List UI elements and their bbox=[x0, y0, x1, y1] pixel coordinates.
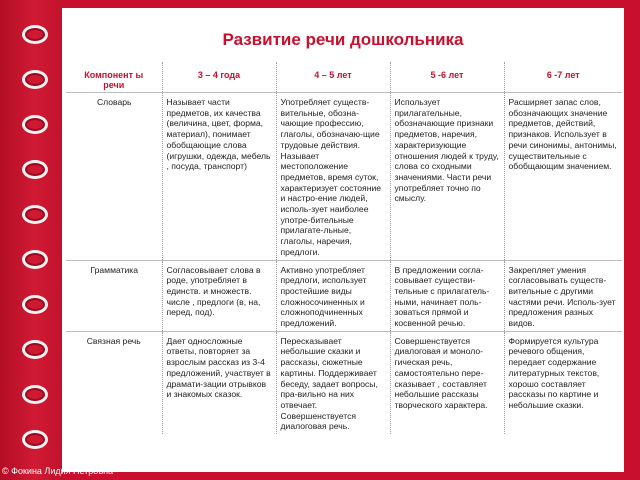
speech-development-table bbox=[66, 62, 622, 434]
table-cell: Использует прилагательные, обозначающие признаки предметов, наречия, характеризующие отношения людей к труду, слова со сходными значениями. Части речи употребляет точно по смыслу. bbox=[390, 93, 504, 261]
header-components: Компонент ы речи bbox=[84, 70, 144, 90]
table-cell: Пересказывает небольшие сказки и рассказы, сюжетные картины. Поддерживает беседу, задает вопросы, пра-вильно на них отвечает. Совершенствуется диалоговая речь. bbox=[276, 331, 390, 434]
copyright-text: © Фокина Лидия Петровна bbox=[2, 466, 114, 476]
table-cell: В предложении согла-совывает существи-тельные с прилагатель-ными, начинает поль-зоваться прямой и косвенной речью. bbox=[390, 260, 504, 331]
table-cell: Совершенствуется диалоговая и моноло-гическая речь, самостоятельно пере-сказывает , составляет небольшие рассказы творческого характера. bbox=[390, 331, 504, 434]
table-cell: Формируется культура речевого общения, передает содержание литературных текстов, хорошо составляет рассказы по картине и небольшие сказки. bbox=[504, 331, 622, 434]
table-cell: Дает односложные ответы, повторяет за взрослым рассказ из 3-4 предложений, участвует в драмати-зации отрывков и знакомых сказок. bbox=[162, 331, 276, 434]
binder-ring bbox=[22, 430, 48, 449]
binder-ring bbox=[22, 160, 48, 179]
table-row bbox=[66, 331, 622, 434]
table-row bbox=[66, 260, 622, 331]
row-label-coherent-speech: Связная речь bbox=[66, 331, 162, 434]
binder-ring bbox=[22, 205, 48, 224]
binder-ring bbox=[22, 385, 48, 404]
row-label-vocabulary: Словарь bbox=[66, 93, 162, 261]
header-age-3-4: 3 – 4 года bbox=[162, 62, 276, 93]
table-cell: Активно употребляет предлоги, использует простейшие виды сложносочиненных и сложноподчиненных предложений. bbox=[276, 260, 390, 331]
table-cell: Называет части предметов, их качества (величина, цвет, форма, материал), понимает обобщающие слова (игрушки, одежда, мебель , посуда, транспорт) bbox=[162, 93, 276, 261]
table-cell: Согласовывает слова в роде, употребляет в единств. и множеств. числе , предлоги (в, на, перед, под). bbox=[162, 260, 276, 331]
binder-ring bbox=[22, 295, 48, 314]
row-label-grammar: Грамматика bbox=[66, 260, 162, 331]
binder-ring bbox=[22, 340, 48, 359]
binder-ring bbox=[22, 250, 48, 269]
table-cell: Расширяет запас слов, обозначающих значение предметов, действий, признаков. Использует в речи синонимы, антонимы, существительные с обобщающим значением. bbox=[504, 93, 622, 261]
binder-strip bbox=[0, 0, 62, 480]
header-age-6-7: 6 -7 лет bbox=[504, 62, 622, 93]
table-cell: Употребляет существ-вительные, обозна-чающие профессию, глаголы, обозначаю-щие трудовые действия. Называет местоположение предметов, время суток, характеризует состояние и настро-ение людей, исполь-зует наиболее употре-бительные прилагате-льные, глаголы, наречия, предлоги. bbox=[276, 93, 390, 261]
slide-page bbox=[62, 8, 624, 472]
table-header-row bbox=[66, 62, 622, 93]
header-age-5-6: 5 -6 лет bbox=[390, 62, 504, 93]
binder-ring bbox=[22, 115, 48, 134]
header-age-4-5: 4 – 5 лет bbox=[276, 62, 390, 93]
slide-title: Развитие речи дошкольника bbox=[222, 30, 464, 49]
binder-ring bbox=[22, 70, 48, 89]
table-cell: Закрепляет умения согласовывать существ-вительные с другими частями речи. Исполь-зует предложения разных видов. bbox=[504, 260, 622, 331]
table-row bbox=[66, 93, 622, 261]
binder-ring bbox=[22, 25, 48, 44]
